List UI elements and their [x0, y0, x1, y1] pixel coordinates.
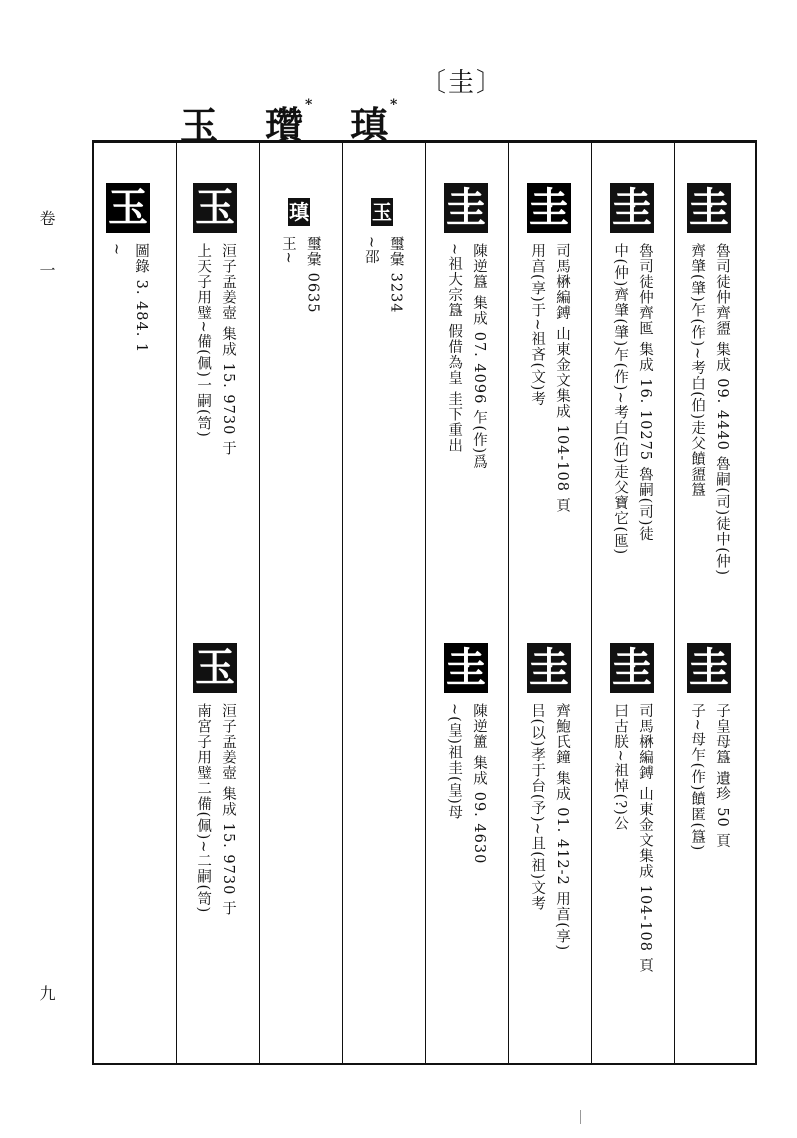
character-table [92, 140, 757, 1065]
scan-mark [580, 1110, 581, 1124]
inscription-line: 用亯(享)于~祖吝(文)考 [529, 243, 546, 407]
inscription-line: 中(仲)齊肇(肇)乍(作)~考白(伯)走父寶它(匜) [612, 243, 629, 556]
source-line: 陳逆簋 集成 07. 4096 乍(作)爲 [471, 243, 487, 470]
volume-label: 卷 [37, 210, 56, 226]
rubbing-glyph: 圭 [689, 644, 729, 691]
column-5 [342, 143, 425, 1063]
inscription-line: ~邵 [362, 236, 379, 265]
rubbing-glyph: 圭 [446, 644, 486, 691]
inscription-line: 子~母乍(作)饙匿(簋) [689, 703, 706, 852]
header-char-text: 瓚 [265, 103, 304, 148]
source-line: 齊鮑氏鐘 集成 01. 412-2 用亯(享) [554, 703, 570, 952]
rubbing-glyph: 圭 [612, 644, 652, 691]
rubbing-glyph: 圭 [689, 184, 729, 231]
inscription-line: 上天子用璧~備(佩)一嗣(笥) [195, 243, 212, 438]
inscription-line: 㠯(以)孝于台(予)~且(祖)文考 [529, 703, 546, 912]
entry [361, 198, 405, 314]
source-line: 魯司徒仲齊匜 集成 16. 10275 魯嗣(司)徒 [637, 243, 653, 542]
entry [193, 183, 237, 456]
source-line: 子皇母簋 遺珍 50 頁 [714, 703, 730, 849]
source-line: 司馬楙編鎛 山東金文集成 104-108 頁 [637, 703, 653, 974]
header-char-text: 玉 [180, 103, 219, 148]
source-line: 司馬楙編鎛 山東金文集成 104-108 頁 [554, 243, 570, 514]
rubbing-glyph: 圭 [529, 644, 569, 691]
entry [527, 183, 571, 513]
entry [193, 643, 237, 916]
entry [610, 183, 654, 555]
header-char-text: 瑱 [350, 103, 389, 148]
rubbing-glyph: 圭 [612, 184, 652, 231]
source-line: 圖錄 3. 484. 1 [133, 243, 149, 354]
entry [278, 198, 322, 314]
entry [687, 643, 731, 851]
column-2 [591, 143, 674, 1063]
header-star: * [390, 97, 398, 114]
column-6 [259, 143, 342, 1063]
entry [444, 183, 488, 470]
source-line: 璽彙 3234 [387, 236, 404, 314]
entry [444, 643, 488, 864]
column-7 [176, 143, 259, 1063]
source-line: 洹子孟姜壺 集成 15. 9730 于 [220, 243, 236, 457]
inscription-line: 曰古朕~祖悼(?)公 [612, 703, 629, 832]
seal-glyph: 瑱 [289, 200, 309, 224]
inscription-line: ~(皇)祖圭(皇)母 [446, 703, 463, 821]
inscription-line: ~ [108, 243, 125, 257]
header-characters [180, 95, 440, 148]
source-line: 璽彙 0635 [304, 236, 321, 314]
column-3 [508, 143, 591, 1063]
entry [610, 643, 654, 973]
source-line: 洹子孟姜壺 集成 15. 9730 于 [220, 703, 236, 917]
entry [106, 183, 150, 353]
inscription-line: ~祖大宗簋 假借為皇 圭下重出 [446, 243, 463, 454]
source-line: 陳逆簠 集成 09. 4630 [471, 703, 487, 865]
rubbing-glyph: 圭 [529, 184, 569, 231]
rubbing-glyph: 玉 [195, 184, 235, 231]
entry [527, 643, 571, 951]
source-line: 魯司徒仲齊盨 集成 09. 4440 魯嗣(司)徒中(仲) [714, 243, 730, 577]
seal-glyph: 玉 [372, 200, 392, 224]
rubbing-glyph: 圭 [446, 184, 486, 231]
header-star: * [305, 97, 313, 114]
inscription-line: 南宮子用璧二備(佩)~二嗣(笥) [195, 703, 212, 914]
column-1 [674, 143, 757, 1063]
rubbing-glyph: 玉 [108, 184, 148, 231]
entry [687, 183, 731, 576]
inscription-line: 王~ [279, 236, 296, 265]
inscription-line: 齊肇(肇)乍(作)~考白(伯)走父饙盨簋 [689, 243, 706, 498]
radical-bracket-label: 〔圭〕 [420, 68, 505, 98]
page-number: 九 [37, 985, 56, 1001]
rubbing-glyph: 玉 [195, 644, 235, 691]
column-4 [425, 143, 508, 1063]
volume-number: 一 [37, 262, 56, 278]
column-8 [94, 143, 176, 1063]
